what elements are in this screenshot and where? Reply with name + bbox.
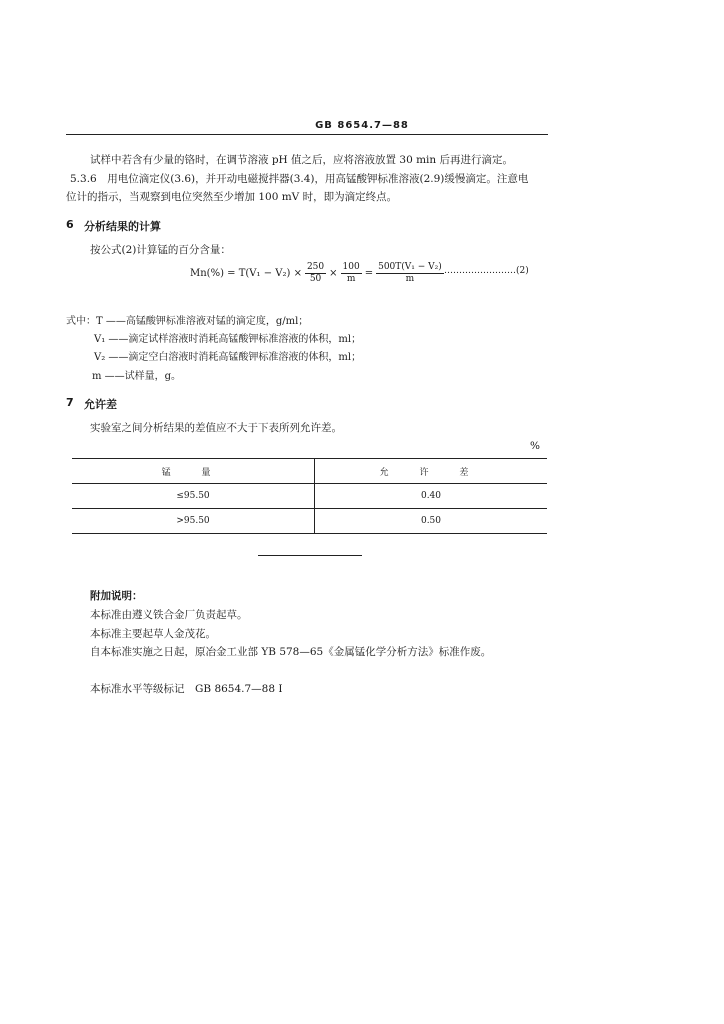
notes-title: 附加说明： (90, 590, 143, 602)
section-6-title: 分析结果的计算 (84, 220, 161, 233)
fraction-numerator: 500T(V₁ − V₂) (378, 262, 442, 272)
tolerance-table (72, 458, 547, 534)
table-row (72, 484, 547, 509)
equals-sign: = (364, 268, 374, 279)
table-header-row (72, 459, 547, 484)
tolerance-intro: 实验室之间分析结果的差值应不大于下表所列允许差。 (90, 422, 342, 434)
where-t: 式中：T ——高锰酸钾标准溶液对锰的滴定度，g/ml； (66, 316, 309, 327)
formula-number: ……………………(2) (444, 266, 529, 276)
header-tolerance: 允 许 差 (315, 459, 548, 484)
grade-label: 本标准水平等级标记 GB 8654.7—88 I (90, 683, 283, 695)
fraction-denominator: m (346, 274, 356, 284)
end-divider (258, 555, 362, 556)
fraction-numerator: 100 (342, 262, 360, 272)
formula-2 (190, 262, 444, 285)
standard-code-header: GB 8654.7—88 (315, 120, 409, 131)
times-sign: × (329, 268, 338, 279)
section-6-number: 6 (66, 218, 74, 231)
paragraph-5-3-6-line2: 位计的指示，当观察到电位突然至少增加 100 mV 时，即为滴定终点。 (66, 191, 398, 203)
where-v2: V₂ ——滴定空白溶液时消耗高锰酸钾标准溶液的体积，ml； (94, 352, 362, 363)
fraction-numerator: 250 (306, 262, 325, 272)
fraction-denominator: 50 (309, 274, 322, 284)
where-v1: V₁ ——滴定试样溶液时消耗高锰酸钾标准溶液的体积，ml； (94, 334, 362, 345)
formula-lhs: Mn(%) = T(V₁ − V₂) × (190, 268, 302, 279)
fraction-denominator: m (405, 274, 415, 284)
header-rule (66, 134, 548, 135)
section-7-number: 7 (66, 396, 74, 409)
paragraph-5-3-6-line1: 5.3.6 用电位滴定仪(3.6)，并开动电磁搅拌器(3.4)，用高锰酸钾标准溶液(2.9)缓慢滴定。注意电 (70, 173, 529, 185)
where-m: m ——试样量，g。 (92, 371, 182, 382)
row-1-tolerance: 0.40 (420, 491, 442, 501)
fraction-500t-m (376, 262, 444, 285)
fraction-250-50 (305, 262, 326, 285)
table-row (72, 509, 547, 534)
unit-label: % (530, 440, 540, 452)
note-drafting-unit: 本标准由遵义铁合金厂负责起草。 (90, 609, 248, 621)
note-supersedes: 自本标准实施之日起，原冶金工业部 YB 578—65《金属锰化学分析方法》标准作废。 (90, 646, 492, 658)
section-7-title: 允许差 (84, 398, 117, 411)
note-main-drafter: 本标准主要起草人金茂花。 (90, 628, 216, 640)
row-1-content: ≤95.50 (72, 484, 315, 509)
fraction-100-m (341, 262, 362, 285)
header-manganese-content: 锰 量 (72, 459, 315, 484)
calc-intro: 按公式(2)计算锰的百分含量： (90, 244, 231, 256)
row-2-content: >95.50 (72, 509, 315, 534)
paragraph-chromium-note: 试样中若含有少量的铬时，在调节溶液 pH 值之后，应将溶液放置 30 min 后再进行滴定。 (90, 154, 514, 166)
row-2-tolerance: 0.50 (315, 509, 548, 534)
